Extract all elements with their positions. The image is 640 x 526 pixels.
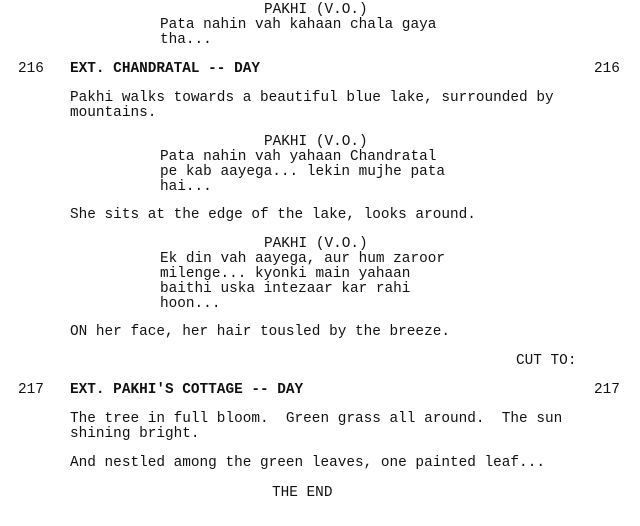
character-name: PAKHI (V.O.) (264, 134, 368, 150)
action-block (70, 412, 562, 442)
dialogue-line: milenge... kyonki main yahaan (160, 266, 411, 282)
dialogue-block-top (160, 3, 436, 48)
scene-number-left: 216 (18, 61, 44, 77)
action-block (70, 91, 554, 121)
dialogue-line: Pata nahin vah yahaan Chandratal (160, 149, 437, 165)
dialogue-line: Ek din vah aayega, aur hum zaroor (160, 251, 445, 267)
dialogue-line: tha... (160, 32, 212, 48)
dialogue-line: Pata nahin vah kahaan chala gaya (160, 17, 437, 33)
action-line: mountains. (70, 105, 157, 121)
dialogue-line: baithi uska intezaar kar rahi (160, 281, 411, 297)
scene-heading: EXT. PAKHI'S COTTAGE -- DAY (70, 382, 304, 398)
action-line: shining bright. (70, 426, 200, 442)
action-line: The tree in full bloom. Green grass all around. The sun (70, 411, 563, 427)
scene-number-right: 216 (594, 61, 620, 77)
dialogue-block (160, 135, 445, 195)
scene-number-right: 217 (594, 382, 620, 398)
scene-heading: EXT. CHANDRATAL -- DAY (70, 61, 260, 77)
action-line: And nestled among the green leaves, one painted leaf... (70, 455, 545, 471)
action-line: She sits at the edge of the lake, looks around. (70, 207, 476, 223)
dialogue-line: hoon... (160, 296, 221, 312)
dialogue-line: pe kab aayega... lekin mujhe pata (160, 164, 445, 180)
dialogue-block (160, 237, 445, 312)
character-name: PAKHI (V.O.) (264, 236, 368, 252)
dialogue-line: hai... (160, 179, 212, 195)
transition: CUT TO: (516, 353, 577, 369)
character-name: PAKHI (V.O.) (264, 2, 368, 18)
scene-number-left: 217 (18, 382, 44, 398)
action-line: ON her face, her hair tousled by the breeze. (70, 324, 450, 340)
the-end: THE END (272, 485, 333, 501)
action-line: Pakhi walks towards a beautiful blue lake, surrounded by (70, 90, 554, 106)
